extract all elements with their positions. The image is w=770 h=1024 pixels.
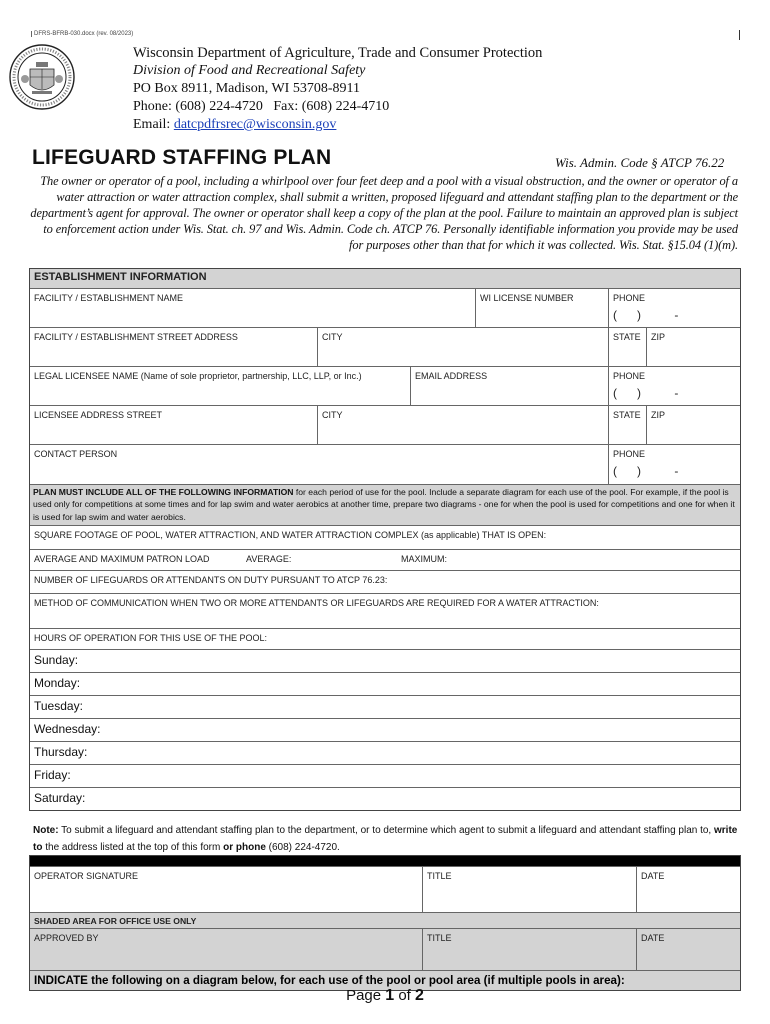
day-wednesday-field[interactable]: Wednesday:	[30, 718, 740, 741]
licensee-address-row	[30, 405, 740, 444]
signature-date-label: DATE	[641, 871, 665, 881]
patron-load-label: AVERAGE AND MAXIMUM PATRON LOAD	[34, 554, 210, 565]
wi-license-label: WI LICENSE NUMBER	[480, 293, 574, 303]
intro-text: The owner or operator of a pool, including a whirlpool over four feet deep and a pool with a visual obstruction, and the owner or operator of a water attraction or water attraction complex, shall submit a written, proposed lifeguard and attendant staffing plan to the department or the department’s agent for approval. The owner or operator shall keep a copy of the plan at the pool. Failure to maintain an approved plan is subject to enforcement action under Wis. Stat. ch. 97 and Wis. Admin. Code ch. ATCP 76. Personally identifiable information you provide may be used for purposes other than that for which it was collected. Wis. Stat. §15.04 (1)(m).	[30, 174, 738, 252]
operator-signature-label: OPERATOR SIGNATURE	[34, 871, 139, 881]
form-code: DFRS-BFRB-030.docx (rev. 08/2023)	[31, 31, 133, 37]
licensee-name-field[interactable]	[30, 367, 410, 405]
office-date-label: DATE	[641, 933, 665, 943]
agency-name: Wisconsin Department of Agriculture, Trade and Consumer Protection	[133, 45, 543, 61]
note-write-to: write to	[33, 825, 738, 853]
approved-by-field	[30, 929, 422, 970]
facility-address-row	[30, 327, 740, 366]
plan-note-text: for each period of use for the pool. Include a separate diagram for each use of the pool. For example, if the pool is used only for competitions at some times and for lap swim and water aerobics at another time, prepare two diagrams - one for when the pool is used for competitions and one for when it is used for lap swim and water aerobics.	[33, 487, 735, 522]
plan-note	[30, 484, 740, 525]
square-footage-field[interactable]	[30, 525, 740, 549]
footer-page-word: Page	[346, 987, 386, 1004]
day-sunday-field[interactable]: Sunday:	[30, 649, 740, 672]
page-title: LIFEGUARD STAFFING PLAN	[32, 146, 332, 169]
operator-signature-field[interactable]	[30, 867, 422, 912]
facility-zip-field[interactable]	[646, 328, 740, 366]
day-friday-field[interactable]: Friday:	[30, 764, 740, 787]
average-field[interactable]: AVERAGE:	[246, 554, 292, 565]
office-title-label: TITLE	[427, 933, 452, 943]
email-field[interactable]	[410, 367, 608, 405]
square-footage-label: SQUARE FOOTAGE OF POOL, WATER ATTRACTION, AND WATER ATTRACTION COMPLEX (as applicable) THAT IS OPEN:	[34, 530, 547, 541]
licensee-city-label: CITY	[322, 410, 343, 420]
maximum-field[interactable]: MAXIMUM:	[401, 554, 447, 565]
facility-name-field[interactable]	[30, 289, 475, 327]
office-title-field	[422, 929, 636, 970]
agency-block	[133, 44, 542, 134]
agency-email-link[interactable]: datcpdfrsrec@wisconsin.gov	[173, 117, 337, 132]
facility-state-field[interactable]	[608, 328, 646, 366]
facility-city-field[interactable]	[317, 328, 608, 366]
facility-street-field[interactable]	[30, 328, 317, 366]
signature-date-field[interactable]	[636, 867, 740, 912]
licensee-city-field[interactable]	[317, 406, 608, 444]
licensee-phone-field[interactable]	[608, 367, 740, 405]
corner-mark	[739, 30, 740, 40]
agency-phone: Phone: (608) 224-4720 Fax: (608) 224-4710	[133, 99, 390, 114]
hours-label: HOURS OF OPERATION FOR THIS USE OF THE POOL:	[34, 633, 268, 644]
email-label: Email:	[133, 117, 174, 132]
agency-email-line	[133, 116, 542, 134]
communication-field[interactable]	[30, 593, 740, 628]
facility-street-label: FACILITY / ESTABLISHMENT STREET ADDRESS	[34, 332, 238, 342]
facility-phone-format: ( ) -	[613, 308, 679, 322]
office-row	[30, 928, 740, 970]
facility-name-label: FACILITY / ESTABLISHMENT NAME	[34, 293, 184, 303]
facility-city-label: CITY	[322, 332, 343, 342]
licensee-street-label: LICENSEE ADDRESS STREET	[34, 410, 163, 420]
wisconsin-seal-icon	[8, 43, 76, 111]
black-divider	[30, 856, 740, 866]
page-footer	[0, 987, 770, 1005]
day-saturday-field[interactable]: Saturday:	[30, 787, 740, 810]
facility-phone-field[interactable]	[608, 289, 740, 327]
licensee-phone-label: PHONE	[613, 371, 646, 381]
contact-phone-format: ( ) -	[613, 464, 679, 478]
office-use-header: SHADED AREA FOR OFFICE USE ONLY	[30, 912, 740, 928]
contact-person-label: CONTACT PERSON	[34, 449, 118, 459]
staffing-form	[29, 268, 741, 811]
contact-phone-field[interactable]	[608, 445, 740, 484]
licensee-zip-field[interactable]	[646, 406, 740, 444]
facility-zip-label: ZIP	[651, 332, 666, 342]
contact-row	[30, 444, 740, 484]
email-label-field: EMAIL ADDRESS	[415, 371, 488, 381]
wi-license-field[interactable]	[475, 289, 608, 327]
facility-state-label: STATE	[613, 332, 641, 342]
licensee-state-field[interactable]	[608, 406, 646, 444]
agency-address: PO Box 8911, Madison, WI 53708-8911	[133, 81, 360, 96]
admin-code: Wis. Admin. Code § ATCP 76.22	[555, 155, 725, 170]
licensee-zip-label: ZIP	[651, 410, 666, 420]
footer-of: of	[394, 987, 416, 1004]
note-text-2: the address listed at the top of this form	[42, 842, 224, 853]
signature-title-field[interactable]	[422, 867, 636, 912]
footer-page-num: 1	[385, 987, 395, 1004]
licensee-state-label: STATE	[613, 410, 641, 420]
establishment-header: ESTABLISHMENT INFORMATION	[30, 269, 740, 288]
note-label: Note:	[33, 825, 59, 836]
note-or-phone: or phone	[223, 842, 266, 853]
footer-page-total: 2	[415, 987, 424, 1004]
signature-title-label: TITLE	[427, 871, 452, 881]
facility-row	[30, 288, 740, 327]
licensee-name-label: LEGAL LICENSEE NAME (Name of sole proprietor, partnership, LLC, LLP, or Inc.)	[34, 371, 362, 381]
num-lifeguards-label: NUMBER OF LIFEGUARDS OR ATTENDANTS ON DUTY PURSUANT TO ATCP 76.23:	[34, 575, 388, 586]
approved-by-label: APPROVED BY	[34, 933, 99, 943]
licensee-row	[30, 366, 740, 405]
submission-note	[33, 822, 741, 856]
office-date-field	[636, 929, 740, 970]
day-thursday-field[interactable]: Thursday:	[30, 741, 740, 764]
agency-division: Division of Food and Recreational Safety	[133, 63, 366, 78]
note-text-3: (608) 224-4720.	[265, 842, 340, 853]
day-tuesday-field[interactable]: Tuesday:	[30, 695, 740, 718]
signature-row	[30, 866, 740, 912]
hours-header	[30, 628, 740, 649]
plan-note-bold: PLAN MUST INCLUDE ALL OF THE FOLLOWING INFORMATION	[33, 487, 294, 497]
diagram-header: INDICATE the following on a diagram below, for each use of the pool or pool area (if multiple pools in area):	[30, 970, 740, 990]
day-monday-field[interactable]: Monday:	[30, 672, 740, 695]
licensee-phone-format: ( ) -	[613, 386, 679, 400]
signature-form	[29, 855, 741, 991]
communication-label: METHOD OF COMMUNICATION WHEN TWO OR MORE ATTENDANTS OR LIFEGUARDS ARE REQUIRED FOR A WATER ATTRACTION:	[34, 598, 599, 609]
contact-person-field[interactable]	[30, 445, 608, 484]
facility-phone-label: PHONE	[613, 293, 646, 303]
note-text-1: To submit a lifeguard and attendant staffing plan to the department, or to determine which agent to submit a lifeguard and attendant staffing plan to,	[58, 825, 714, 836]
contact-phone-label: PHONE	[613, 449, 646, 459]
patron-load-row	[30, 549, 740, 570]
num-lifeguards-field[interactable]	[30, 570, 740, 593]
licensee-street-field[interactable]	[30, 406, 317, 444]
